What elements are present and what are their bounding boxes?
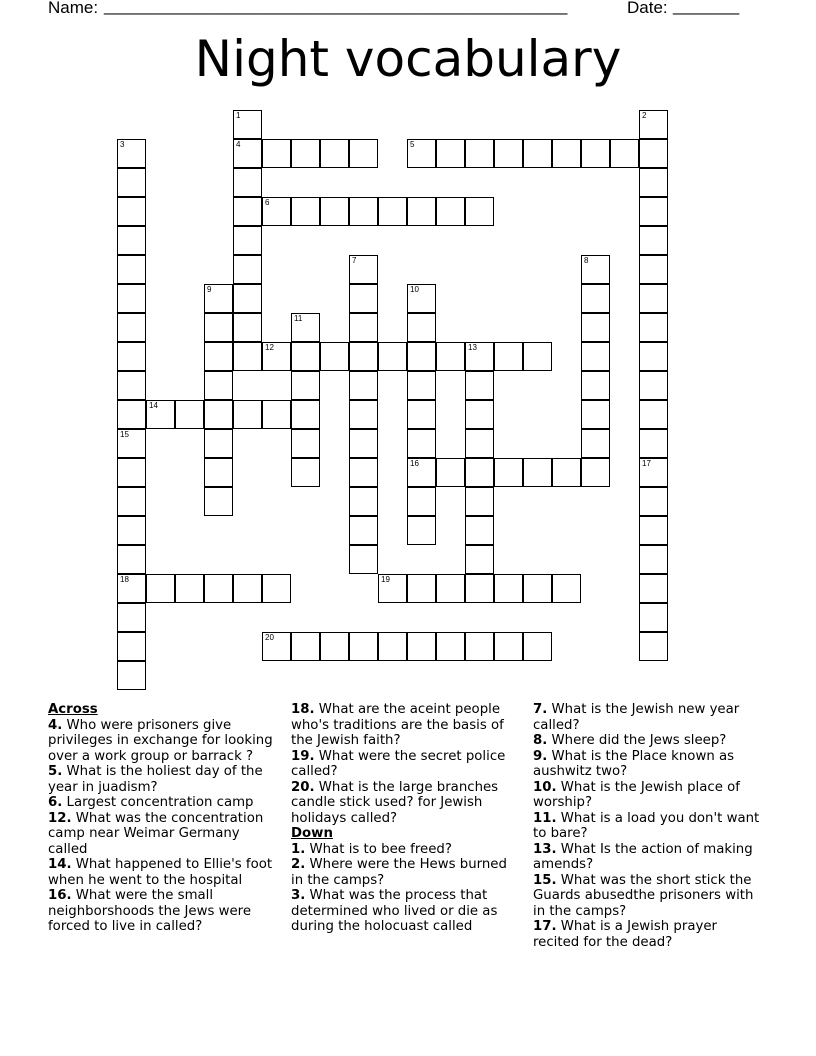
- grid-cell[interactable]: [204, 400, 233, 429]
- name-label: Name:: [48, 0, 99, 17]
- grid-cell[interactable]: [581, 429, 610, 458]
- grid-cell[interactable]: [233, 168, 262, 197]
- grid-cell[interactable]: [378, 197, 407, 226]
- grid-cell[interactable]: [523, 574, 552, 603]
- across-heading: Across: [48, 702, 98, 717]
- grid-cell[interactable]: [407, 313, 436, 342]
- grid-cell[interactable]: [436, 574, 465, 603]
- down-heading: Down: [291, 826, 333, 841]
- clue-across-12: 12. What was the concentration camp near Weimar Germany called: [48, 810, 264, 857]
- cell-number: 20: [265, 633, 274, 642]
- grid-cell[interactable]: [349, 516, 378, 545]
- grid-cell[interactable]: [349, 400, 378, 429]
- grid-cell[interactable]: [494, 632, 523, 661]
- grid-cell[interactable]: [117, 574, 146, 603]
- grid-cell[interactable]: [291, 313, 320, 342]
- grid-cell[interactable]: [291, 632, 320, 661]
- grid-cell[interactable]: [117, 139, 146, 168]
- grid-cell[interactable]: [117, 255, 146, 284]
- date-field[interactable]: _______: [673, 0, 740, 15]
- grid-cell[interactable]: [320, 632, 349, 661]
- grid-cell[interactable]: [175, 400, 204, 429]
- grid-cell[interactable]: [581, 458, 610, 487]
- grid-cell[interactable]: [291, 429, 320, 458]
- grid-cell[interactable]: [291, 139, 320, 168]
- clues-column-1: [48, 702, 280, 935]
- grid-cell[interactable]: [639, 632, 668, 661]
- grid-cell[interactable]: [436, 197, 465, 226]
- grid-cell[interactable]: [465, 632, 494, 661]
- grid-cell[interactable]: [117, 313, 146, 342]
- grid-cell[interactable]: [204, 458, 233, 487]
- grid-cell[interactable]: [581, 342, 610, 371]
- grid-cell[interactable]: [407, 371, 436, 400]
- grid-cell[interactable]: [639, 603, 668, 632]
- grid-cell[interactable]: [233, 313, 262, 342]
- grid-cell[interactable]: [581, 313, 610, 342]
- grid-cell[interactable]: [204, 371, 233, 400]
- grid-cell[interactable]: [349, 545, 378, 574]
- clue-across-6: 6. Largest concentration camp: [48, 795, 254, 810]
- grid-cell[interactable]: [117, 371, 146, 400]
- grid-cell[interactable]: [233, 139, 262, 168]
- clue-down-3: 3. What was the process that determined who lived or die as during the holocuast called: [291, 888, 498, 934]
- grid-cell[interactable]: [639, 255, 668, 284]
- cell-number: 3: [120, 140, 125, 149]
- grid-cell[interactable]: [465, 487, 494, 516]
- grid-cell[interactable]: [204, 342, 233, 371]
- grid-cell[interactable]: [407, 632, 436, 661]
- clue-down-2: 2. Where were the Hews burned in the camps?: [291, 857, 507, 888]
- cell-number: 18: [120, 575, 129, 584]
- grid-cell[interactable]: [204, 284, 233, 313]
- clue-across-14: 14. What happened to Ellie's foot when he went to the hospital: [48, 857, 273, 888]
- clue-down-13: 13. What Is the action of making amends?: [533, 841, 753, 872]
- grid-cell[interactable]: [117, 400, 146, 429]
- grid-cell[interactable]: [262, 632, 291, 661]
- grid-cell[interactable]: [552, 458, 581, 487]
- grid-cell[interactable]: [639, 313, 668, 342]
- cell-number: 8: [584, 256, 589, 265]
- grid-cell[interactable]: [523, 342, 552, 371]
- grid-cell[interactable]: [146, 574, 175, 603]
- grid-cell[interactable]: [465, 400, 494, 429]
- grid-cell[interactable]: [233, 226, 262, 255]
- grid-cell[interactable]: [117, 168, 146, 197]
- clue-across-16: 16. What were the small neighborshoods the Jews were forced to live in called?: [48, 888, 252, 934]
- grid-cell[interactable]: [291, 342, 320, 371]
- grid-cell[interactable]: [117, 342, 146, 371]
- grid-cell[interactable]: [581, 284, 610, 313]
- grid-cell[interactable]: [262, 400, 291, 429]
- clues-column-2: [291, 702, 521, 935]
- cell-number: 7: [352, 256, 357, 265]
- grid-cell[interactable]: [349, 342, 378, 371]
- grid-cell[interactable]: [639, 139, 668, 168]
- grid-cell[interactable]: [117, 603, 146, 632]
- grid-cell[interactable]: [552, 139, 581, 168]
- grid-cell[interactable]: [378, 632, 407, 661]
- grid-cell[interactable]: [465, 458, 494, 487]
- grid-cell[interactable]: [117, 661, 146, 690]
- grid-cell[interactable]: [320, 197, 349, 226]
- grid-cell[interactable]: [639, 342, 668, 371]
- grid-cell[interactable]: [349, 458, 378, 487]
- grid-cell[interactable]: [465, 574, 494, 603]
- grid-cell[interactable]: [639, 487, 668, 516]
- cell-number: 5: [410, 140, 415, 149]
- clue-across-20: 20. What is the large branches candle stick used? for Jewish holidays called?: [291, 779, 499, 826]
- grid-cell[interactable]: [349, 632, 378, 661]
- grid-cell[interactable]: [407, 139, 436, 168]
- grid-cell[interactable]: [320, 342, 349, 371]
- clue-down-7: 7. What is the Jewish new year called?: [533, 702, 740, 733]
- grid-cell[interactable]: [639, 516, 668, 545]
- cell-number: 16: [410, 459, 419, 468]
- grid-cell[interactable]: [117, 545, 146, 574]
- grid-cell[interactable]: [436, 342, 465, 371]
- grid-cell[interactable]: [349, 255, 378, 284]
- grid-cell[interactable]: [639, 458, 668, 487]
- grid-cell[interactable]: [610, 139, 639, 168]
- grid-cell[interactable]: [117, 197, 146, 226]
- grid-cell[interactable]: [465, 342, 494, 371]
- grid-cell[interactable]: [378, 342, 407, 371]
- grid-cell[interactable]: [291, 371, 320, 400]
- grid-cell[interactable]: [117, 226, 146, 255]
- grid-cell[interactable]: [465, 371, 494, 400]
- clue-down-17: 17. What is a Jewish prayer recited for the dead?: [533, 919, 718, 950]
- grid-cell[interactable]: [639, 226, 668, 255]
- grid-cell[interactable]: [117, 516, 146, 545]
- grid-cell[interactable]: [233, 284, 262, 313]
- grid-cell[interactable]: [233, 400, 262, 429]
- cell-number: 17: [642, 459, 651, 468]
- clue-across-5: 5. What is the holiest day of the year in juadism?: [48, 764, 263, 795]
- grid-cell[interactable]: [465, 139, 494, 168]
- grid-cell[interactable]: [523, 632, 552, 661]
- grid-cell[interactable]: [262, 139, 291, 168]
- grid-cell[interactable]: [552, 574, 581, 603]
- cell-number: 9: [207, 285, 212, 294]
- clue-down-10: 10. What is the Jewish place of worship?: [533, 779, 740, 810]
- grid-cell[interactable]: [494, 458, 523, 487]
- clue-across-4: 4. Who were prisoners give privileges in exchange for looking over a work group or barrack ?: [48, 717, 273, 764]
- grid-cell[interactable]: [436, 458, 465, 487]
- grid-cell[interactable]: [233, 574, 262, 603]
- grid-cell[interactable]: [117, 429, 146, 458]
- grid-cell[interactable]: [407, 400, 436, 429]
- page-title: Night vocabulary: [194, 30, 622, 88]
- grid-cell[interactable]: [262, 342, 291, 371]
- grid-cell[interactable]: [639, 545, 668, 574]
- cell-number: 4: [236, 140, 241, 149]
- grid-cell[interactable]: [639, 284, 668, 313]
- grid-cell[interactable]: [233, 197, 262, 226]
- grid-cell[interactable]: [581, 255, 610, 284]
- clue-down-9: 9. What is the Place known as aushwitz two?: [533, 748, 735, 779]
- grid-cell[interactable]: [117, 632, 146, 661]
- grid-cell[interactable]: [320, 139, 349, 168]
- grid-cell[interactable]: [233, 255, 262, 284]
- grid-cell[interactable]: [494, 139, 523, 168]
- clues-column-3: [533, 702, 765, 950]
- grid-cell[interactable]: [581, 400, 610, 429]
- cell-number: 19: [381, 575, 390, 584]
- grid-cell[interactable]: [233, 110, 262, 139]
- grid-cell[interactable]: [494, 342, 523, 371]
- grid-cell[interactable]: [117, 487, 146, 516]
- grid-cell[interactable]: [407, 458, 436, 487]
- grid-cell[interactable]: [175, 574, 204, 603]
- cell-number: 2: [642, 111, 647, 120]
- cell-number: 12: [265, 343, 274, 352]
- grid-cell[interactable]: [436, 632, 465, 661]
- cell-number: 14: [149, 401, 158, 410]
- grid-cell[interactable]: [407, 574, 436, 603]
- grid-cell[interactable]: [407, 197, 436, 226]
- grid-cell[interactable]: [117, 458, 146, 487]
- grid-cell[interactable]: [146, 400, 175, 429]
- cell-number: 1: [236, 111, 241, 120]
- clue-down-11: 11. What is a load you don't want to bare?: [533, 810, 760, 841]
- grid-cell[interactable]: [349, 197, 378, 226]
- grid-cell[interactable]: [349, 284, 378, 313]
- grid-cell[interactable]: [291, 400, 320, 429]
- grid-cell[interactable]: [291, 197, 320, 226]
- cell-number: 11: [294, 314, 303, 323]
- grid-cell[interactable]: [291, 458, 320, 487]
- grid-cell[interactable]: [581, 139, 610, 168]
- grid-cell[interactable]: [465, 197, 494, 226]
- grid-cell[interactable]: [639, 110, 668, 139]
- grid-cell[interactable]: [581, 371, 610, 400]
- grid-cell[interactable]: [465, 429, 494, 458]
- grid-cell[interactable]: [349, 139, 378, 168]
- grid-cell[interactable]: [349, 429, 378, 458]
- grid-cell[interactable]: [407, 487, 436, 516]
- grid-cell[interactable]: [262, 574, 291, 603]
- grid-cell[interactable]: [407, 284, 436, 313]
- clue-across-18: 18. What are the aceint people who's traditions are the basis of the Jewish faith?: [291, 702, 504, 748]
- grid-cell[interactable]: [523, 458, 552, 487]
- clue-down-8: 8. Where did the Jews sleep?: [533, 733, 727, 748]
- grid-cell[interactable]: [262, 197, 291, 226]
- grid-cell[interactable]: [349, 371, 378, 400]
- grid-cell[interactable]: [117, 284, 146, 313]
- grid-cell[interactable]: [204, 429, 233, 458]
- cell-number: 15: [120, 430, 129, 439]
- grid-cell[interactable]: [436, 139, 465, 168]
- cell-number: 6: [265, 198, 270, 207]
- grid-cell[interactable]: [233, 342, 262, 371]
- grid-cell[interactable]: [407, 429, 436, 458]
- grid-cell[interactable]: [639, 429, 668, 458]
- grid-cell[interactable]: [204, 487, 233, 516]
- grid-cell[interactable]: [465, 545, 494, 574]
- grid-cell[interactable]: [639, 371, 668, 400]
- grid-cell[interactable]: [204, 313, 233, 342]
- cell-number: 10: [410, 285, 419, 294]
- grid-cell[interactable]: [204, 574, 233, 603]
- grid-cell[interactable]: [639, 400, 668, 429]
- name-field[interactable]: _________________________________________________: [104, 0, 568, 15]
- grid-cell[interactable]: [494, 574, 523, 603]
- grid-cell[interactable]: [465, 516, 494, 545]
- grid-cell[interactable]: [639, 197, 668, 226]
- clue-down-15: 15. What was the short stick the Guards abusedthe prisoners with in the camps?: [533, 872, 754, 919]
- date-label: Date:: [627, 0, 668, 17]
- clue-down-1: 1. What is to bee freed?: [291, 841, 452, 857]
- cell-number: 13: [468, 343, 477, 352]
- clue-across-19: 19. What were the secret police called?: [291, 748, 506, 779]
- grid-cell[interactable]: [407, 516, 436, 545]
- grid-cell[interactable]: [407, 342, 436, 371]
- grid-cell[interactable]: [378, 574, 407, 603]
- grid-cell[interactable]: [639, 574, 668, 603]
- grid-cell[interactable]: [639, 168, 668, 197]
- grid-cell[interactable]: [349, 487, 378, 516]
- grid-cell[interactable]: [349, 313, 378, 342]
- grid-cell[interactable]: [523, 139, 552, 168]
